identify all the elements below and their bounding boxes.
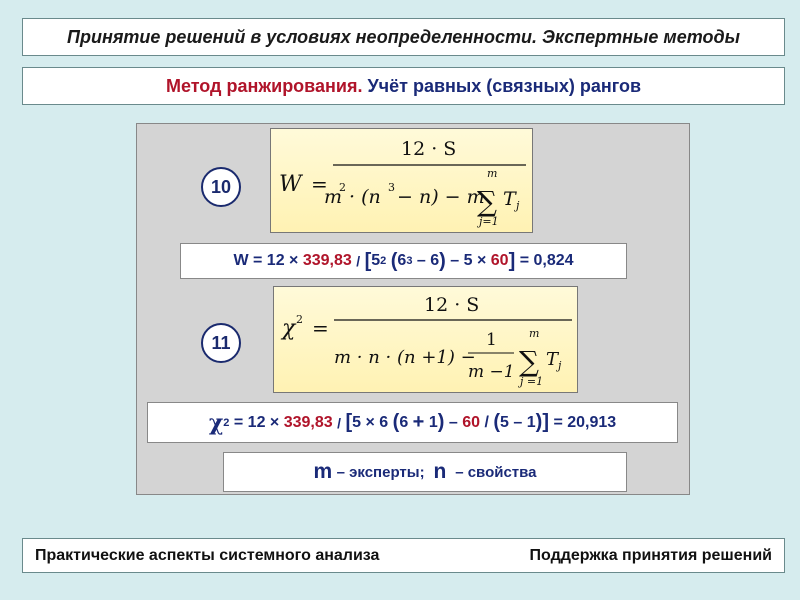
calc-sup: 3 (406, 255, 413, 267)
formula-numerator: 12 · S (401, 138, 457, 160)
formula-denominator-mid: · (n (349, 186, 381, 208)
calc-paren: ) (437, 411, 445, 433)
calc-op: / (337, 414, 341, 431)
subtitle-bar (22, 67, 785, 105)
calc-value: 5 (371, 252, 381, 269)
calc-value: 12 (247, 413, 266, 431)
page-title: Принятие решений в условиях неопределенности. Экспертные методы (67, 26, 740, 47)
formula-lhs: χ (282, 316, 296, 341)
formula-number-badge (201, 167, 241, 207)
formula-term-sub: j (558, 359, 562, 372)
calc-op: × (289, 252, 299, 269)
subtitle-text: Учёт равных (связных) рангов (367, 75, 642, 96)
calc-value: – 6 (416, 252, 440, 269)
formula-lhs: W (279, 172, 302, 197)
calc-sum-t: 60 (462, 413, 480, 431)
calc-op: × (365, 413, 375, 431)
calc-sum-t: 60 (490, 252, 509, 269)
calc-result: 0,824 (533, 252, 574, 269)
legend-symbol-n: n (433, 460, 447, 483)
formula-denominator-start: m (324, 186, 343, 208)
calc-bracket: ] (508, 249, 516, 272)
title-bar (22, 18, 785, 56)
variable-legend (223, 452, 627, 492)
footer-left: Практические аспекты системного анализа (35, 546, 380, 564)
calc-op: / (356, 253, 361, 269)
formula-number: 10 (210, 176, 232, 197)
calc-bracket: [ (345, 411, 353, 433)
calc-value: 5 (463, 252, 473, 269)
calc-value: 6 (397, 252, 407, 269)
formula-term: T (546, 349, 559, 370)
calc-op: × (476, 252, 487, 269)
formula-sum-top: m (487, 167, 498, 180)
calc-op: + (412, 411, 425, 433)
formula-sum-bottom: j=1 (479, 215, 499, 228)
formula-term-sub: j (516, 199, 520, 212)
formula-inner-numerator: 1 (486, 330, 497, 350)
calc-paren: ( (390, 249, 398, 272)
formula-kendall-w (270, 128, 533, 233)
calc-eq: = (253, 252, 263, 269)
calc-value: 6 (399, 413, 409, 431)
calc-symbol: χ (208, 409, 224, 436)
formula-sum-bottom: j =1 (520, 375, 544, 388)
calc-value: 5 (352, 413, 362, 431)
calc-paren: ) (439, 249, 446, 272)
calc-bracket: [ (364, 249, 372, 272)
legend-desc-m: – эксперты; (336, 463, 425, 481)
calc-sup: 2 (380, 255, 387, 267)
calc-symbol: W (233, 252, 249, 269)
formula-sum-top: m (529, 327, 540, 340)
formula-sup: 2 (296, 313, 303, 326)
calc-eq: = (553, 413, 563, 431)
calc-eq: = (519, 252, 530, 269)
footer-right: Поддержка принятия решений (529, 546, 772, 564)
calc-result: 20,913 (567, 413, 617, 431)
calc-value: 12 (266, 252, 285, 269)
calc-sum-s: 339,83 (302, 252, 352, 269)
calc-sup: 2 (223, 416, 230, 429)
legend-desc-n: – свойства (455, 463, 537, 481)
calculation-chi-square (147, 402, 678, 443)
calc-op: – (513, 413, 523, 431)
calc-value: 1 (526, 413, 536, 431)
calc-value: 5 (500, 413, 509, 431)
calculation-w (180, 243, 627, 279)
calc-sum-s: 339,83 (283, 413, 333, 431)
formula-denominator-start: m · n · (n +1) − (334, 347, 476, 368)
calc-op: – (450, 252, 460, 269)
calc-op: – (448, 413, 458, 431)
calc-paren: ( (493, 411, 501, 433)
formula-number-badge (201, 323, 241, 363)
formula-sup: 3 (388, 181, 395, 194)
sigma-symbol: ∑ (477, 185, 497, 218)
calc-paren: ) (535, 411, 543, 433)
formula-numerator: 12 · S (424, 294, 480, 316)
method-name: Метод ранжирования. (165, 75, 363, 96)
calc-op: / (484, 413, 489, 431)
formula-denominator-end: − n) − m (397, 186, 485, 208)
calc-paren: ( (392, 411, 400, 433)
calc-eq: = (233, 413, 244, 431)
calc-value: 6 (379, 413, 389, 431)
calc-value: 1 (428, 413, 438, 431)
formula-inner-denominator: m −1 (468, 362, 515, 382)
formula-equals: = (312, 316, 329, 340)
formula-equals: = (311, 172, 328, 196)
formula-sup: 2 (339, 181, 346, 194)
calc-op: × (269, 413, 280, 431)
legend-symbol-m: m (313, 460, 333, 483)
formula-number: 11 (211, 332, 231, 353)
formula-chi-square (273, 286, 578, 393)
footer-bar (22, 538, 785, 573)
formula-term: T (503, 188, 516, 210)
sigma-symbol: ∑ (519, 345, 539, 378)
calc-bracket: ] (542, 411, 549, 433)
